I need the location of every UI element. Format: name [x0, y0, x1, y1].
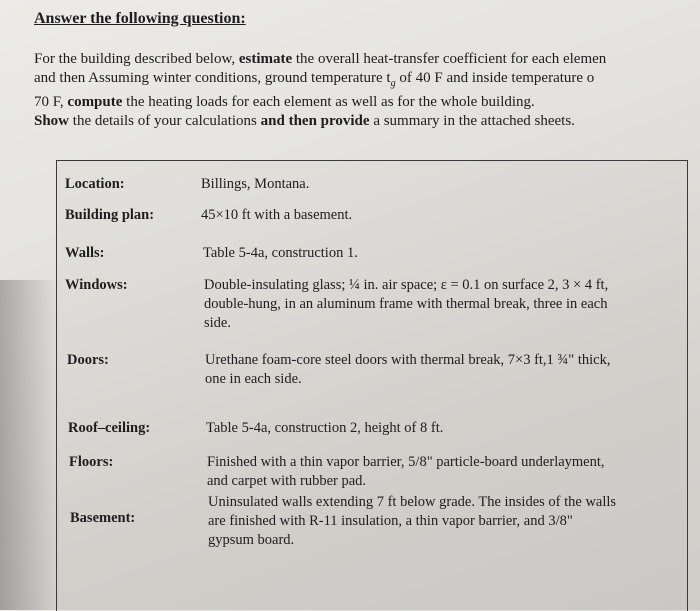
question-heading: Answer the following question: [34, 10, 246, 27]
spec-value: Table 5-4a, construction 1. [203, 245, 358, 261]
intro-line-4: Show the details of your calculations and then provide a summary in the attached sheets. [34, 113, 575, 129]
spec-label: Basement: [70, 510, 136, 526]
building-spec-table [56, 160, 688, 611]
spec-value: Double-insulating glass; ¼ in. air space; ε = 0.1 on surface 2, 3 × 4 ft, double-hung, in an aluminum frame with thermal break, three in each side. [204, 277, 609, 331]
spec-label: Doors: [67, 352, 109, 368]
spec-label: Floors: [69, 454, 114, 470]
spec-label: Walls: [65, 245, 105, 261]
intro-line-3: 70 F, compute the heating loads for each element as well as for the whole building. [34, 94, 535, 110]
spec-value: Uninsulated walls extending 7 ft below grade. The insides of the walls are finished with R-11 insulation, a thin vapor barrier, and 3/8" gypsum board. [208, 494, 617, 548]
spec-value: 45×10 ft with a basement. [201, 207, 353, 223]
spec-label: Location: [65, 176, 125, 192]
intro-line-2: and then Assuming winter conditions, ground temperature $t_g$ of 40 F and inside temperature o [34, 70, 595, 89]
intro-line-1: For the building described below, estimate the overall heat-transfer coefficient for each elemen [34, 51, 607, 67]
spec-value: Table 5-4a, construction 2, height of 8 ft. [206, 420, 444, 436]
question-intro [34, 50, 700, 131]
spec-label: Windows: [65, 277, 128, 293]
page-shadow [0, 280, 60, 610]
spec-value: Billings, Montana. [201, 176, 310, 192]
spec-value: Finished with a thin vapor barrier, 5/8" particle-board underlayment, and carpet with rubber pad. [207, 454, 605, 489]
spec-label: Roof–ceiling: [68, 420, 151, 436]
spec-label: Building plan: [65, 207, 155, 223]
spec-value: Urethane foam-core steel doors with thermal break, 7×3 ft,1 ¾" thick, one in each side. [205, 352, 611, 387]
